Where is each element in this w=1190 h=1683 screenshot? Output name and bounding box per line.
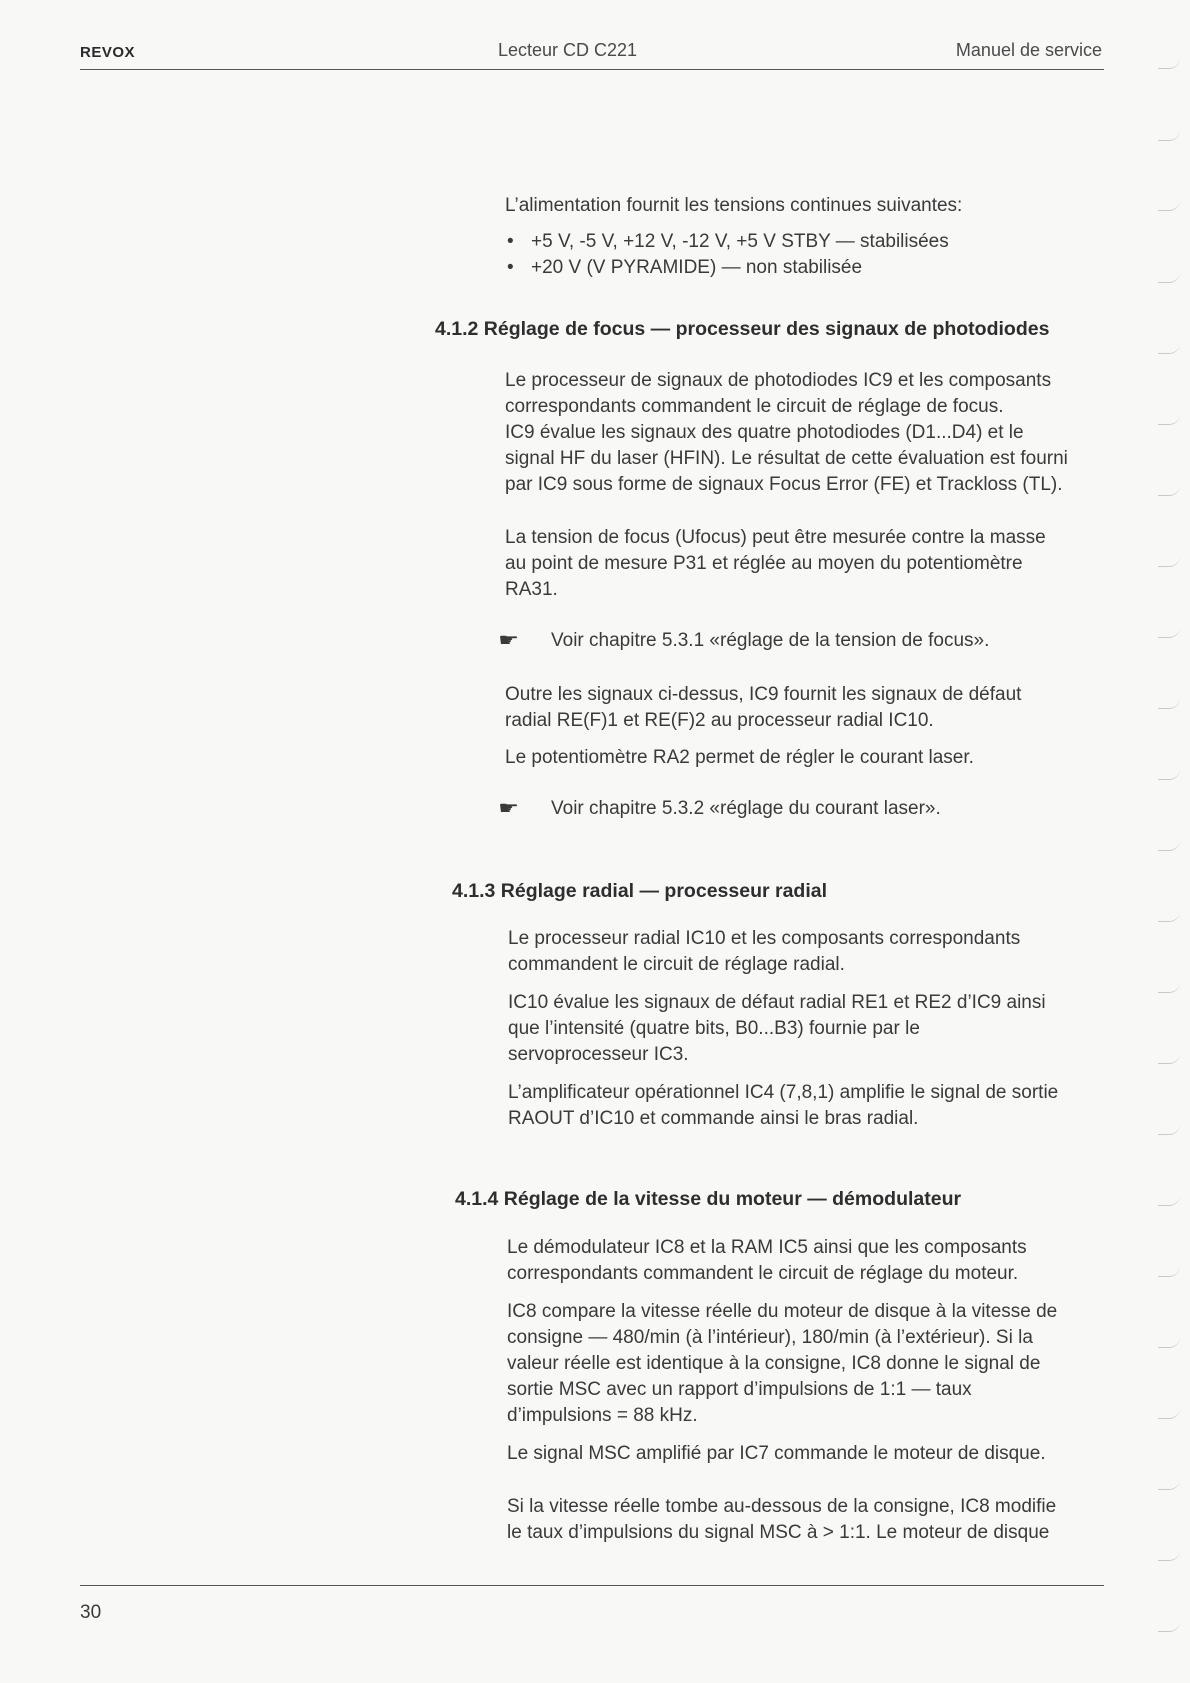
binder-mark <box>1158 982 1180 993</box>
binder-mark <box>1158 272 1180 283</box>
section-title: Réglage de la vitesse du moteur — démodulateur <box>503 1188 962 1210</box>
reference-text: Voir chapitre 5.3.2 «réglage du courant laser». <box>551 798 941 819</box>
section-heading-4-1-3 <box>452 880 827 903</box>
footer-rule <box>80 1585 1104 1586</box>
brand-logo: REVOX <box>80 44 136 61</box>
text-line: que l’intensité (quatre bits, B0...B3) fournie par le <box>508 1018 920 1039</box>
s413-paragraph-1 <box>508 926 1108 978</box>
reference-text: Voir chapitre 5.3.1 «réglage de la tension de focus». <box>551 630 990 651</box>
section-title: Réglage de focus — processeur des signaux de photodiodes <box>483 318 1050 340</box>
binder-mark <box>1158 1124 1180 1135</box>
s412-paragraph-4 <box>505 745 1105 771</box>
binder-mark <box>1158 1053 1180 1064</box>
text-line: IC8 compare la vitesse réelle du moteur de disque à la vitesse de <box>507 1301 1058 1322</box>
text-line: correspondants commandent le circuit de réglage de focus. <box>505 396 1004 417</box>
binder-mark <box>1158 1266 1180 1277</box>
header-rule <box>80 69 1104 70</box>
text-line: par IC9 sous forme de signaux Focus Error (FE) et Trackloss (TL). <box>505 474 1063 495</box>
text-line: servoprocesseur IC3. <box>508 1044 689 1065</box>
binder-mark <box>1158 130 1180 141</box>
text-line: L’amplificateur opérationnel IC4 (7,8,1) amplifie le signal de sortie <box>508 1082 1059 1103</box>
text-line: correspondants commandent le circuit de réglage du moteur. <box>507 1263 1019 1284</box>
header-right-text: Manuel de service <box>955 40 1102 60</box>
text-line: IC10 évalue les signaux de défaut radial RE1 et RE2 d’IC9 ainsi <box>508 992 1046 1013</box>
binder-mark <box>1158 1195 1180 1206</box>
text-line: valeur réelle est identique à la consigne, IC8 donne le signal de <box>507 1353 1041 1374</box>
text-line: Si la vitesse réelle tombe au-dessous de la consigne, IC8 modifie <box>507 1496 1057 1517</box>
section-number: 4.1.3 <box>452 880 496 902</box>
binder-mark <box>1158 627 1180 638</box>
s412-paragraph-1 <box>505 368 1105 498</box>
text-line: RAOUT d’IC10 et commande ainsi le bras radial. <box>508 1108 919 1129</box>
list-item: • +20 V (V PYRAMIDE) — non stabilisée <box>505 255 1105 281</box>
s414-paragraph-3 <box>507 1441 1107 1467</box>
cross-reference-2 <box>498 798 941 820</box>
pointing-hand-icon: ☛ <box>498 798 520 818</box>
intro-bullet-list <box>505 229 1105 281</box>
section-heading-4-1-4 <box>455 1188 961 1211</box>
text-line: La tension de focus (Ufocus) peut être mesurée contre la masse <box>505 527 1046 548</box>
s412-paragraph-3 <box>505 682 1105 734</box>
text-line: Le potentiomètre RA2 permet de régler le courant laser. <box>505 747 974 768</box>
binder-mark <box>1158 698 1180 709</box>
text-line: radial RE(F)1 et RE(F)2 au processeur radial IC10. <box>505 710 934 731</box>
binder-mark <box>1158 1479 1180 1490</box>
binder-mark <box>1158 1408 1180 1419</box>
binder-mark <box>1158 343 1180 354</box>
list-item: • +5 V, -5 V, +12 V, -12 V, +5 V STBY — stabilisées <box>505 229 1105 255</box>
section-title: Réglage radial — processeur radial <box>500 880 828 902</box>
s413-paragraph-2 <box>508 990 1108 1068</box>
binder-mark <box>1158 1550 1180 1561</box>
binder-mark <box>1158 911 1180 922</box>
text-line: au point de mesure P31 et réglée au moyen du potentiomètre <box>505 553 1023 574</box>
s414-paragraph-4 <box>507 1494 1107 1546</box>
binder-mark <box>1158 1337 1180 1348</box>
binder-mark <box>1158 1621 1180 1632</box>
binder-mark <box>1158 840 1180 851</box>
section-heading-4-1-2 <box>435 318 1049 341</box>
binder-mark <box>1158 485 1180 496</box>
binder-mark <box>1158 414 1180 425</box>
s413-paragraph-3 <box>508 1080 1108 1132</box>
intro-text: L’alimentation fournit les tensions continues suivantes: <box>505 195 963 216</box>
s414-paragraph-2 <box>507 1299 1107 1429</box>
header-title: Lecteur CD C221 <box>498 40 638 60</box>
binder-hole-marks <box>1130 0 1190 1683</box>
text-line: Le signal MSC amplifié par IC7 commande le moteur de disque. <box>507 1443 1046 1464</box>
binder-mark <box>1158 200 1180 211</box>
text-line: Le processeur de signaux de photodiodes IC9 et les composants <box>505 370 1052 391</box>
pointing-hand-icon: ☛ <box>498 630 520 650</box>
page-number: 30 <box>80 1602 102 1623</box>
intro-block <box>505 193 1105 281</box>
section-number: 4.1.2 <box>435 318 479 340</box>
text-line: d’impulsions = 88 kHz. <box>507 1405 698 1426</box>
text-line: IC9 évalue les signaux des quatre photodiodes (D1...D4) et le <box>505 422 1024 443</box>
s414-paragraph-1 <box>507 1235 1107 1287</box>
text-line: le taux d’impulsions du signal MSC à > 1:1. Le moteur de disque <box>507 1522 1050 1543</box>
text-line: sortie MSC avec un rapport d’impulsions de 1:1 — taux <box>507 1379 972 1400</box>
text-line: RA31. <box>505 579 558 600</box>
cross-reference-1 <box>498 630 990 652</box>
s412-paragraph-2 <box>505 525 1105 603</box>
binder-mark <box>1158 556 1180 567</box>
text-line: Le processeur radial IC10 et les composants correspondants <box>508 928 1021 949</box>
text-line: commandent le circuit de réglage radial. <box>508 954 845 975</box>
text-line: signal HF du laser (HFIN). Le résultat de cette évaluation est fourni <box>505 448 1068 469</box>
section-number: 4.1.4 <box>455 1188 499 1210</box>
text-line: Le démodulateur IC8 et la RAM IC5 ainsi que les composants <box>507 1237 1027 1258</box>
binder-mark <box>1158 58 1180 69</box>
text-line: Outre les signaux ci-dessus, IC9 fournit les signaux de défaut <box>505 684 1022 705</box>
text-line: consigne — 480/min (à l’intérieur), 180/min (à l’extérieur). Si la <box>507 1327 1033 1348</box>
binder-mark <box>1158 769 1180 780</box>
